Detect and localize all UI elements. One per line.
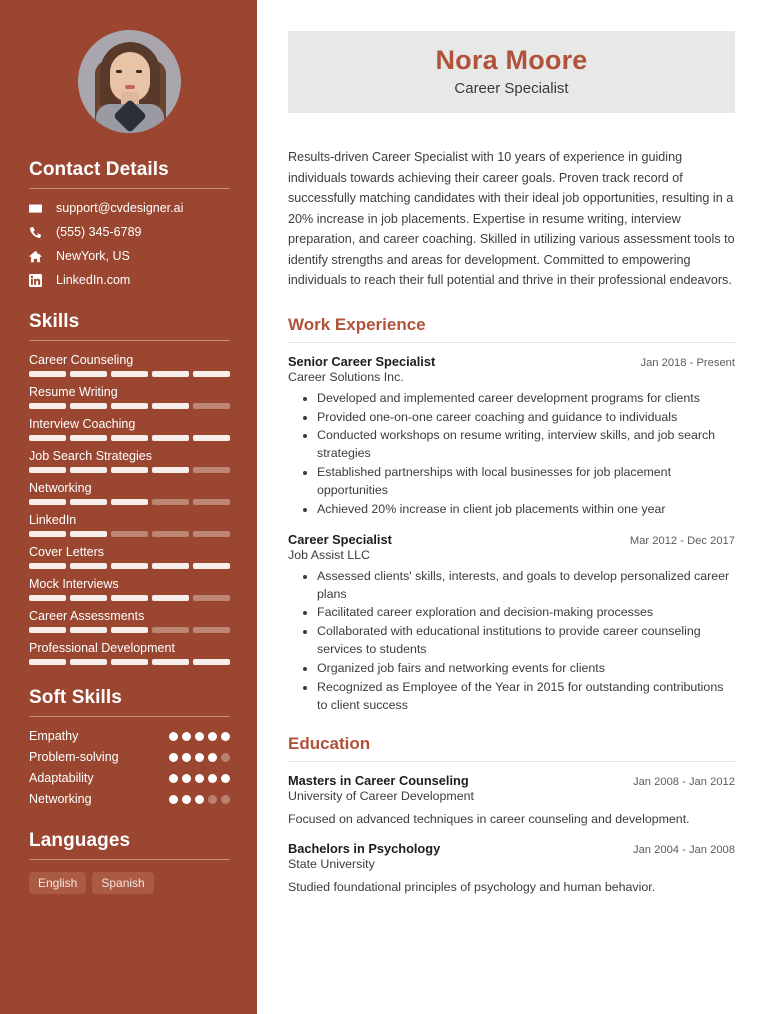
- skill-level-segment: [29, 499, 66, 505]
- skill-level-segment: [111, 371, 148, 377]
- skill-level-segment: [111, 595, 148, 601]
- work-experience-heading: Work Experience: [288, 314, 426, 334]
- entry-header: [288, 354, 735, 369]
- work-experience-entry: [288, 354, 735, 519]
- language-tag: English: [29, 872, 86, 894]
- skill-name: Job Search Strategies: [29, 449, 152, 463]
- skill-item: [29, 481, 230, 505]
- work-bullet: • Collaborated with educational institutions to provide career counseling services to students: [317, 623, 735, 659]
- skill-name: Resume Writing: [29, 385, 118, 399]
- soft-skill-dot: [221, 795, 230, 804]
- soft-skill-dot: [208, 774, 217, 783]
- contact-item[interactable]: [29, 273, 230, 287]
- main-content: [257, 0, 768, 1014]
- skill-item: [29, 609, 230, 633]
- skill-level-bar: [29, 659, 230, 665]
- work-bullet: • Provided one-on-one career coaching and guidance to individuals: [317, 409, 735, 427]
- skill-level-segment: [111, 403, 148, 409]
- skill-level-bar: [29, 563, 230, 569]
- skill-level-segment: [152, 467, 189, 473]
- entry-header: [288, 841, 735, 856]
- contact-item[interactable]: [29, 249, 230, 263]
- skill-item: [29, 577, 230, 601]
- education-divider: [288, 761, 735, 762]
- skill-level-segment: [193, 403, 230, 409]
- linkedin-icon: [29, 274, 49, 287]
- job-company-name: Career Solutions Inc.: [288, 369, 404, 384]
- soft-skill-rating: [169, 732, 230, 741]
- skill-level-segment: [70, 403, 107, 409]
- professional-summary: Results-driven Career Specialist with 10 years of experience in guiding individuals towards achieving their career goals. Proven track record of successfully matching candidates with their ideal job opportunities, resulting in a 20% increase in job placements. Expertise in resume writing, interview preparation, and career coaching. Skilled in utilizing various assessment tools to identify strengths and areas for development. Committed to empowering individuals to reach their full potential and thrive in their professional endeavors.: [288, 150, 735, 288]
- skill-name: Networking: [29, 481, 92, 495]
- job-position-title: Senior Career Specialist: [288, 353, 436, 369]
- work-bullet: • Developed and implemented career development programs for clients: [317, 390, 735, 408]
- skill-name: Cover Letters: [29, 545, 105, 559]
- skill-level-segment: [152, 371, 189, 377]
- skill-name: Professional Development: [29, 641, 175, 655]
- skill-level-segment: [152, 499, 189, 505]
- job-responsibilities-list: [288, 568, 735, 715]
- work-bullet: • Established partnerships with local businesses for job placement opportunities: [317, 464, 735, 500]
- skill-level-bar: [29, 403, 230, 409]
- soft-skills-section: [29, 687, 230, 806]
- skill-item: [29, 449, 230, 473]
- skill-level-segment: [70, 563, 107, 569]
- skill-level-segment: [193, 659, 230, 665]
- soft-skill-dot: [169, 795, 178, 804]
- skill-level-segment: [70, 595, 107, 601]
- skill-level-segment: [111, 531, 148, 537]
- home-icon: [29, 250, 49, 263]
- education-description: Studied foundational principles of psychology and human behavior.: [288, 880, 656, 895]
- skill-level-bar: [29, 435, 230, 441]
- skill-level-segment: [152, 595, 189, 601]
- soft-skills-divider: [29, 716, 230, 717]
- job-company-name: Job Assist LLC: [288, 547, 370, 562]
- skill-level-bar: [29, 531, 230, 537]
- soft-skill-dot: [221, 732, 230, 741]
- entry-header: [288, 773, 735, 788]
- soft-skill-dot: [208, 732, 217, 741]
- phone-icon: [29, 226, 49, 239]
- skill-level-segment: [29, 435, 66, 441]
- contact-details-heading: Contact Details: [29, 159, 169, 180]
- contact-details-section: [29, 159, 230, 287]
- profile-photo: [78, 30, 181, 133]
- skill-level-segment: [70, 467, 107, 473]
- skill-level-segment: [193, 499, 230, 505]
- soft-skill-name: Adaptability: [29, 771, 94, 785]
- work-experience-entry: [288, 532, 735, 715]
- skill-level-segment: [29, 467, 66, 473]
- skill-level-segment: [111, 659, 148, 665]
- soft-skill-dot: [208, 753, 217, 762]
- soft-skill-item: [29, 792, 230, 806]
- job-responsibilities-list: [288, 390, 735, 519]
- skill-level-segment: [111, 563, 148, 569]
- skill-level-segment: [70, 531, 107, 537]
- skill-level-segment: [152, 659, 189, 665]
- skills-section: [29, 311, 230, 665]
- work-bullet: • Facilitated career exploration and decision-making processes: [317, 604, 735, 622]
- skill-level-segment: [111, 627, 148, 633]
- job-position-title: Career Specialist: [288, 531, 392, 547]
- job-title: Career Specialist: [454, 80, 569, 98]
- skill-item: [29, 353, 230, 377]
- skill-level-bar: [29, 499, 230, 505]
- skill-level-segment: [152, 563, 189, 569]
- contact-item-text: (555) 345-6789: [56, 225, 142, 239]
- job-date-range: Mar 2012 - Dec 2017: [629, 534, 735, 547]
- skill-level-bar: [29, 371, 230, 377]
- skill-level-segment: [29, 595, 66, 601]
- skill-level-segment: [193, 627, 230, 633]
- contact-item[interactable]: [29, 201, 230, 215]
- soft-skill-name: Empathy: [29, 729, 79, 743]
- skill-level-segment: [152, 531, 189, 537]
- education-date-range: Jan 2008 - Jan 2012: [632, 775, 735, 788]
- contact-item-text: LinkedIn.com: [56, 273, 131, 287]
- languages-divider: [29, 859, 230, 860]
- soft-skills-heading: Soft Skills: [29, 687, 122, 708]
- languages-section: [29, 830, 230, 894]
- skill-level-segment: [111, 499, 148, 505]
- work-bullet: • Conducted workshops on resume writing, interview skills, and job search strategies: [317, 427, 735, 463]
- soft-skill-dot: [182, 795, 191, 804]
- skill-level-bar: [29, 595, 230, 601]
- soft-skill-item: [29, 771, 230, 785]
- soft-skill-dot: [169, 753, 178, 762]
- school-name: University of Career Development: [288, 788, 474, 803]
- soft-skill-name: Problem-solving: [29, 750, 119, 764]
- work-experience-divider: [288, 342, 735, 343]
- education-description: Focused on advanced techniques in career counseling and development.: [288, 811, 690, 826]
- sidebar: [0, 0, 257, 1014]
- skill-name: Career Counseling: [29, 353, 134, 367]
- contact-item-text: support@cvdesigner.ai: [56, 201, 184, 215]
- language-tag: Spanish: [92, 872, 153, 894]
- skill-level-bar: [29, 627, 230, 633]
- skill-item: [29, 641, 230, 665]
- soft-skill-name: Networking: [29, 792, 92, 806]
- soft-skill-item: [29, 750, 230, 764]
- soft-skill-dot: [195, 732, 204, 741]
- contact-divider: [29, 188, 230, 189]
- soft-skill-dot: [221, 774, 230, 783]
- soft-skill-dot: [195, 774, 204, 783]
- soft-skill-rating: [169, 753, 230, 762]
- contact-item[interactable]: [29, 225, 230, 239]
- education-entry: [288, 773, 735, 829]
- skill-level-segment: [152, 403, 189, 409]
- skill-level-bar: [29, 467, 230, 473]
- skill-name: Interview Coaching: [29, 417, 136, 431]
- skill-level-segment: [193, 371, 230, 377]
- soft-skill-item: [29, 729, 230, 743]
- languages-heading: Languages: [29, 830, 131, 851]
- skill-level-segment: [193, 563, 230, 569]
- soft-skill-dot: [182, 774, 191, 783]
- skill-item: [29, 385, 230, 409]
- profile-photo-container: [29, 30, 230, 133]
- skill-level-segment: [152, 435, 189, 441]
- skill-level-segment: [111, 435, 148, 441]
- work-bullet: • Recognized as Employee of the Year in 2015 for outstanding contributions to client success: [317, 679, 735, 715]
- work-bullet: • Organized job fairs and networking events for clients: [317, 660, 735, 678]
- work-bullet: • Achieved 20% increase in client job placements within one year: [317, 501, 735, 519]
- skill-name: Mock Interviews: [29, 577, 119, 591]
- skill-level-segment: [193, 435, 230, 441]
- job-date-range: Jan 2018 - Present: [640, 356, 735, 369]
- soft-skill-dot: [169, 732, 178, 741]
- skill-name: Career Assessments: [29, 609, 145, 623]
- soft-skill-dot: [182, 753, 191, 762]
- skill-level-segment: [193, 595, 230, 601]
- skill-level-segment: [111, 467, 148, 473]
- education-entry: [288, 841, 735, 897]
- soft-skill-dot: [182, 732, 191, 741]
- skill-level-segment: [70, 371, 107, 377]
- skill-level-segment: [152, 627, 189, 633]
- education-heading: Education: [288, 733, 371, 753]
- skills-divider: [29, 340, 230, 341]
- skill-level-segment: [29, 403, 66, 409]
- page-title: Nora Moore: [435, 45, 588, 75]
- soft-skill-dot: [208, 795, 217, 804]
- skill-level-segment: [193, 531, 230, 537]
- skill-name: LinkedIn: [29, 513, 77, 527]
- skill-level-segment: [29, 659, 66, 665]
- education-section: [288, 734, 735, 897]
- soft-skill-dot: [169, 774, 178, 783]
- entry-header: [288, 532, 735, 547]
- skill-item: [29, 513, 230, 537]
- skill-level-segment: [29, 563, 66, 569]
- education-date-range: Jan 2004 - Jan 2008: [632, 844, 735, 857]
- contact-item-text: NewYork, US: [56, 249, 130, 263]
- skill-level-segment: [29, 531, 66, 537]
- skill-level-segment: [70, 499, 107, 505]
- soft-skill-dot: [195, 795, 204, 804]
- work-bullet: • Assessed clients' skills, interests, and goals to develop personalized career plans: [317, 568, 735, 604]
- soft-skill-rating: [169, 795, 230, 804]
- skill-level-segment: [70, 435, 107, 441]
- name-header-card: [288, 31, 735, 113]
- skill-level-segment: [193, 467, 230, 473]
- skill-level-segment: [29, 371, 66, 377]
- skill-level-segment: [29, 627, 66, 633]
- skill-level-segment: [70, 627, 107, 633]
- skill-item: [29, 545, 230, 569]
- work-experience-section: [288, 315, 735, 715]
- skill-level-segment: [70, 659, 107, 665]
- degree-title: Masters in Career Counseling: [288, 772, 469, 788]
- envelope-icon: [29, 202, 49, 215]
- skill-item: [29, 417, 230, 441]
- soft-skill-dot: [195, 753, 204, 762]
- degree-title: Bachelors in Psychology: [288, 841, 441, 857]
- skills-heading: Skills: [29, 311, 80, 332]
- school-name: State University: [288, 857, 375, 872]
- soft-skill-dot: [221, 753, 230, 762]
- soft-skill-rating: [169, 774, 230, 783]
